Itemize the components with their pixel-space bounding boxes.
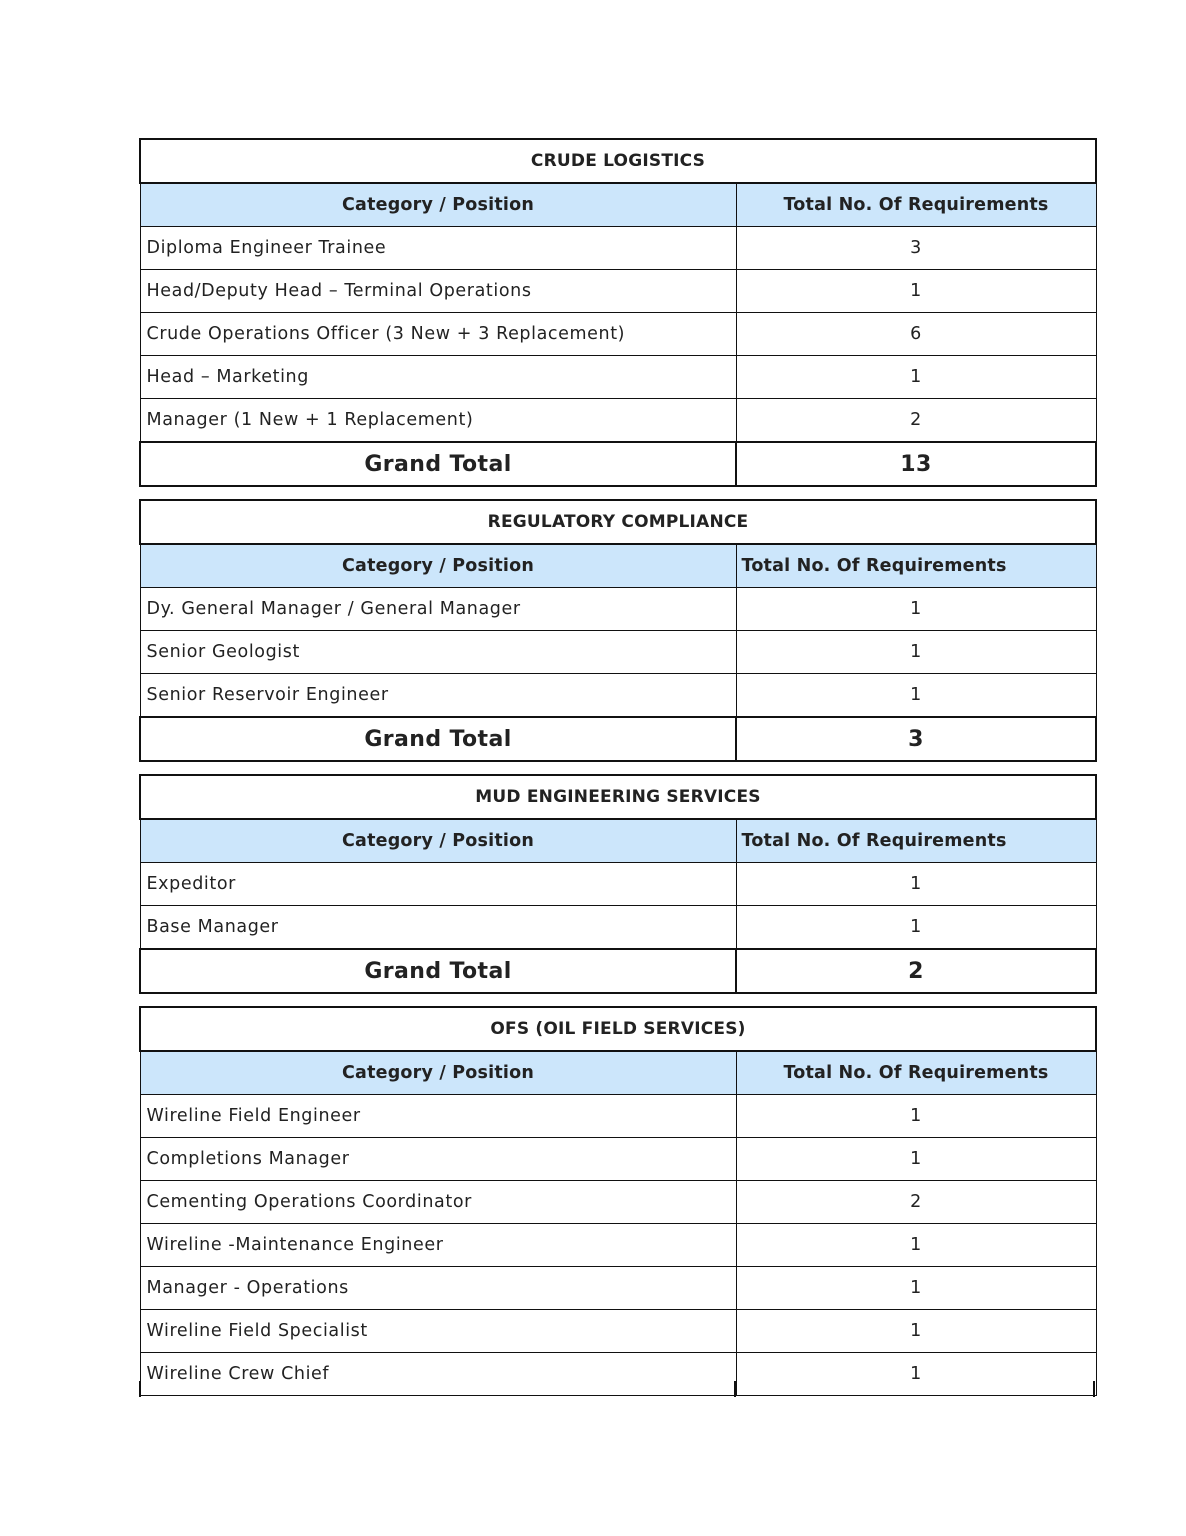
section-regulatory-compliance bbox=[139, 499, 1097, 762]
position-cell: Crude Operations Officer (3 New + 3 Replacement) bbox=[140, 313, 736, 356]
cell-border bbox=[734, 1381, 736, 1397]
count-cell: 1 bbox=[736, 1095, 1096, 1138]
count-cell: 1 bbox=[736, 674, 1096, 718]
table-row bbox=[140, 631, 1096, 674]
position-cell: Wireline Field Engineer bbox=[140, 1095, 736, 1138]
count-cell: 1 bbox=[736, 906, 1096, 950]
count-cell: 1 bbox=[736, 356, 1096, 399]
column-header-position: Category / Position bbox=[140, 544, 736, 588]
count-cell: 1 bbox=[736, 631, 1096, 674]
table-row bbox=[140, 399, 1096, 443]
position-cell: Head/Deputy Head – Terminal Operations bbox=[140, 270, 736, 313]
requirements-sheet bbox=[139, 138, 1095, 1396]
section-ofs-oil-field-services bbox=[139, 1006, 1097, 1396]
count-cell: 3 bbox=[736, 227, 1096, 270]
table-row bbox=[140, 1224, 1096, 1267]
grand-total-label: Grand Total bbox=[140, 717, 736, 761]
table-continuation-cutoff bbox=[139, 1381, 1095, 1397]
count-cell: 1 bbox=[736, 1353, 1096, 1396]
grand-total-row bbox=[140, 442, 1096, 486]
grand-total-value: 3 bbox=[736, 717, 1096, 761]
grand-total-value: 2 bbox=[736, 949, 1096, 993]
count-cell: 2 bbox=[736, 1181, 1096, 1224]
count-cell: 1 bbox=[736, 270, 1096, 313]
grand-total-label: Grand Total bbox=[140, 949, 736, 993]
count-cell: 6 bbox=[736, 313, 1096, 356]
grand-total-row bbox=[140, 949, 1096, 993]
table-row bbox=[140, 1138, 1096, 1181]
position-cell: Diploma Engineer Trainee bbox=[140, 227, 736, 270]
count-cell: 1 bbox=[736, 1267, 1096, 1310]
column-header-position: Category / Position bbox=[140, 1051, 736, 1095]
position-cell: Senior Reservoir Engineer bbox=[140, 674, 736, 718]
count-cell: 2 bbox=[736, 399, 1096, 443]
count-cell: 1 bbox=[736, 588, 1096, 631]
column-header-requirements: Total No. Of Requirements bbox=[736, 544, 1096, 588]
cell-border bbox=[1093, 1381, 1095, 1397]
table-row bbox=[140, 1095, 1096, 1138]
position-cell: Head – Marketing bbox=[140, 356, 736, 399]
position-cell: Wireline Field Specialist bbox=[140, 1310, 736, 1353]
section-mud-engineering-services bbox=[139, 774, 1097, 994]
column-header-position: Category / Position bbox=[140, 183, 736, 227]
position-cell: Expeditor bbox=[140, 863, 736, 906]
count-cell: 1 bbox=[736, 1138, 1096, 1181]
position-cell: Dy. General Manager / General Manager bbox=[140, 588, 736, 631]
table-row bbox=[140, 1181, 1096, 1224]
position-cell: Cementing Operations Coordinator bbox=[140, 1181, 736, 1224]
cell-border bbox=[139, 1381, 141, 1397]
count-cell: 1 bbox=[736, 863, 1096, 906]
table-row bbox=[140, 1267, 1096, 1310]
section-title: CRUDE LOGISTICS bbox=[140, 139, 1096, 183]
section-title: MUD ENGINEERING SERVICES bbox=[140, 775, 1096, 819]
grand-total-label: Grand Total bbox=[140, 442, 736, 486]
position-cell: Wireline Crew Chief bbox=[140, 1353, 736, 1396]
table-row bbox=[140, 674, 1096, 718]
position-cell: Completions Manager bbox=[140, 1138, 736, 1181]
table-row bbox=[140, 313, 1096, 356]
table-row bbox=[140, 863, 1096, 906]
table-row bbox=[140, 270, 1096, 313]
table-row bbox=[140, 588, 1096, 631]
position-cell: Wireline -Maintenance Engineer bbox=[140, 1224, 736, 1267]
grand-total-row bbox=[140, 717, 1096, 761]
position-cell: Manager - Operations bbox=[140, 1267, 736, 1310]
count-cell: 1 bbox=[736, 1224, 1096, 1267]
column-header-requirements: Total No. Of Requirements bbox=[736, 183, 1096, 227]
section-title: REGULATORY COMPLIANCE bbox=[140, 500, 1096, 544]
section-title: OFS (OIL FIELD SERVICES) bbox=[140, 1007, 1096, 1051]
table-row bbox=[140, 356, 1096, 399]
column-header-position: Category / Position bbox=[140, 819, 736, 863]
position-cell: Manager (1 New + 1 Replacement) bbox=[140, 399, 736, 443]
column-header-requirements: Total No. Of Requirements bbox=[736, 1051, 1096, 1095]
count-cell: 1 bbox=[736, 1310, 1096, 1353]
column-header-requirements: Total No. Of Requirements bbox=[736, 819, 1096, 863]
table-row bbox=[140, 227, 1096, 270]
section-crude-logistics bbox=[139, 138, 1097, 487]
position-cell: Base Manager bbox=[140, 906, 736, 950]
table-row bbox=[140, 1310, 1096, 1353]
table-row bbox=[140, 906, 1096, 950]
grand-total-value: 13 bbox=[736, 442, 1096, 486]
position-cell: Senior Geologist bbox=[140, 631, 736, 674]
